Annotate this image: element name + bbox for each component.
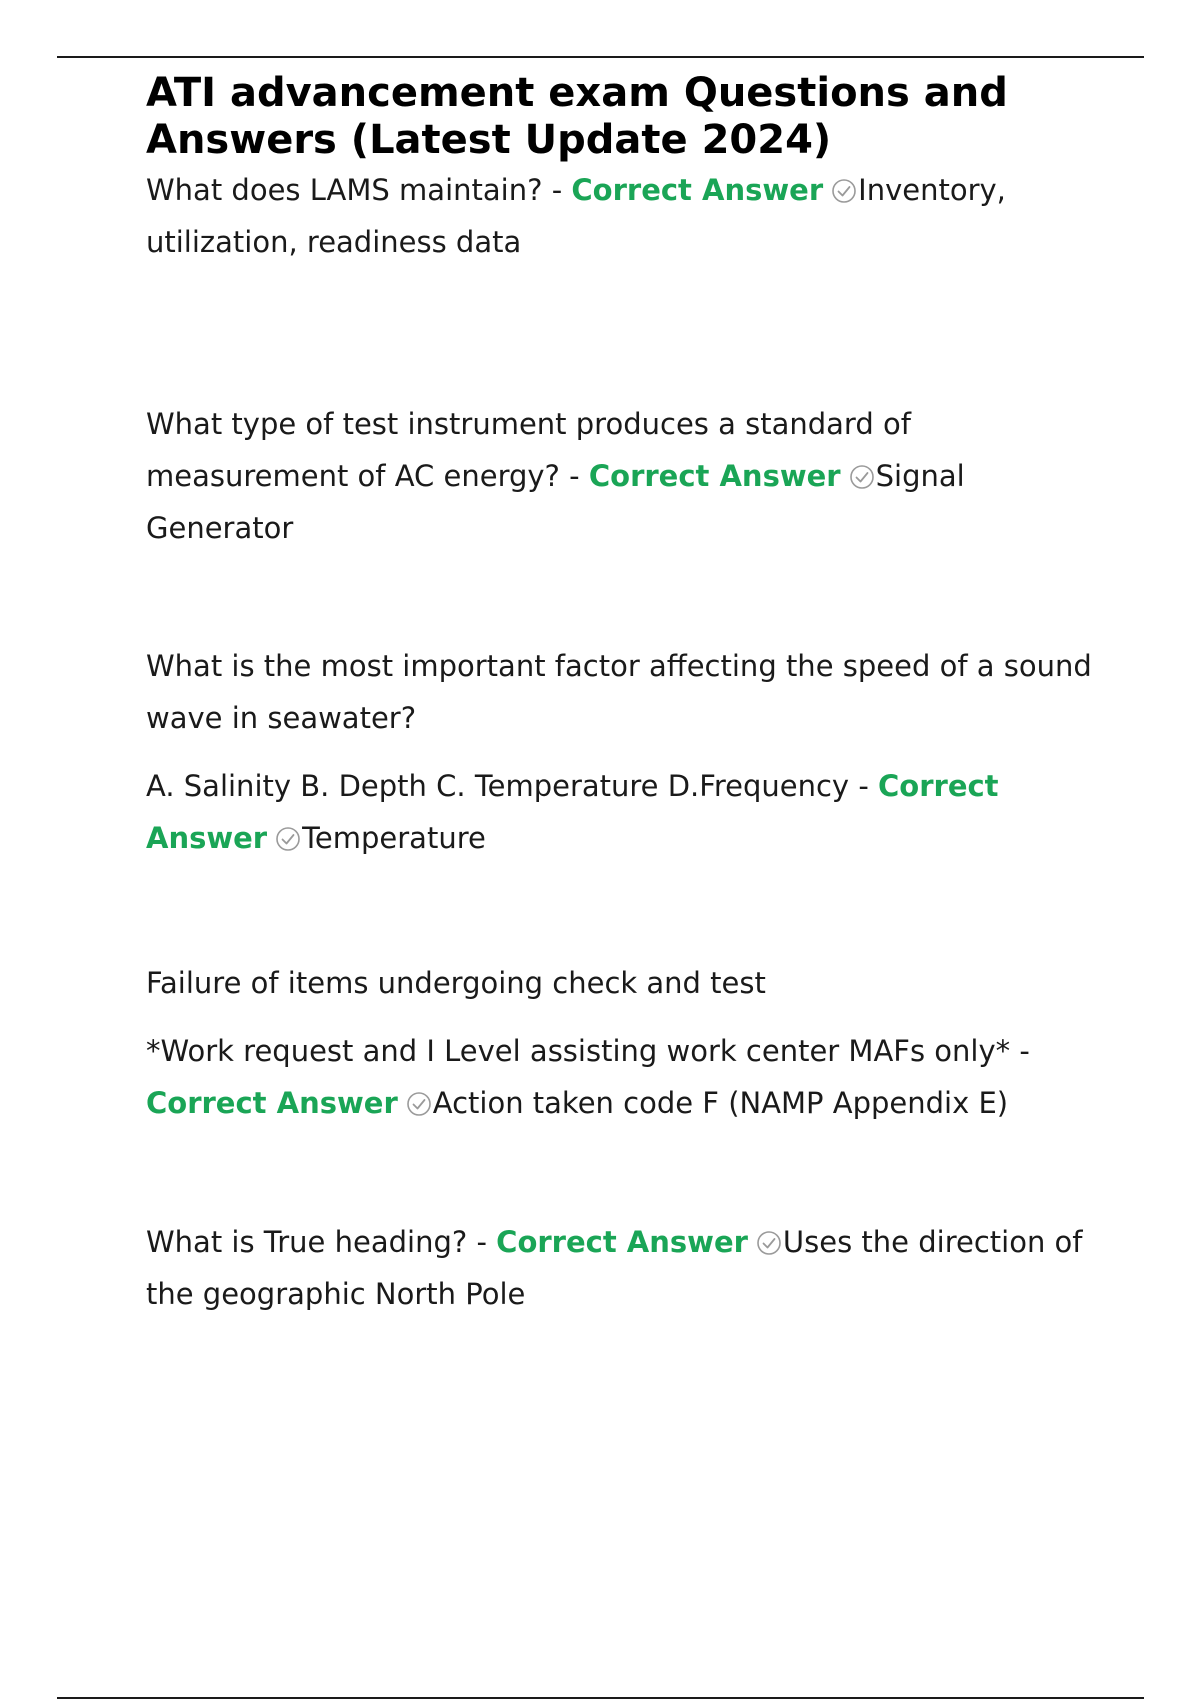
check-circle-icon	[275, 826, 301, 852]
bottom-rule	[57, 1697, 1144, 1699]
qa-item-continued	[146, 760, 1106, 864]
question-note: *Work request and I Level assisting work center MAFs only*	[146, 1034, 1011, 1068]
question-options: A. Salinity B. Depth C. Temperature D.Frequency	[146, 769, 850, 803]
check-circle-icon	[831, 178, 857, 204]
separator: -	[559, 459, 589, 493]
check-circle-icon	[756, 1230, 782, 1256]
question-text: What is True heading?	[146, 1225, 468, 1259]
document-title: ATI advancement exam Questions and Answers (Latest Update 2024)	[146, 70, 1008, 163]
qa-item	[146, 1216, 1106, 1320]
answer-text: Inventory, utilization, readiness data	[146, 173, 1006, 259]
check-circle-icon	[406, 1091, 432, 1117]
answer-text: Signal Generator	[146, 459, 965, 545]
separator: -	[849, 769, 879, 803]
check-circle-icon	[849, 464, 875, 490]
answer-text: Action taken code F (NAMP Appendix E)	[432, 1086, 1009, 1120]
separator: -	[467, 1225, 497, 1259]
document-body	[146, 70, 1106, 1311]
question-text: Failure of items undergoing check and test	[146, 966, 766, 1000]
qa-item	[146, 398, 1106, 554]
qa-item	[146, 164, 1106, 268]
correct-answer-label: Correct Answer	[588, 459, 841, 493]
correct-answer-label: Correct Answer	[146, 1086, 398, 1120]
qa-item	[146, 640, 1106, 744]
separator: -	[542, 173, 572, 207]
question-text: What does LAMS maintain?	[146, 173, 543, 207]
correct-answer-label: Correct Answer	[496, 1225, 748, 1259]
question-text: What type of test instrument produces a standard of measurement of AC energy?	[146, 407, 911, 493]
answer-text: Temperature	[302, 821, 486, 855]
question-text: What is the most important factor affecting the speed of a sound wave in seawater?	[146, 649, 1092, 735]
answer-text: Uses the direction of the geographic North Pole	[146, 1225, 1083, 1311]
separator: -	[1010, 1034, 1030, 1068]
top-rule	[57, 56, 1144, 58]
correct-answer-label: Correct Answer	[146, 769, 999, 855]
correct-answer-label: Correct Answer	[571, 173, 824, 207]
qa-item	[146, 957, 766, 1009]
qa-item-continued	[146, 1025, 1106, 1129]
